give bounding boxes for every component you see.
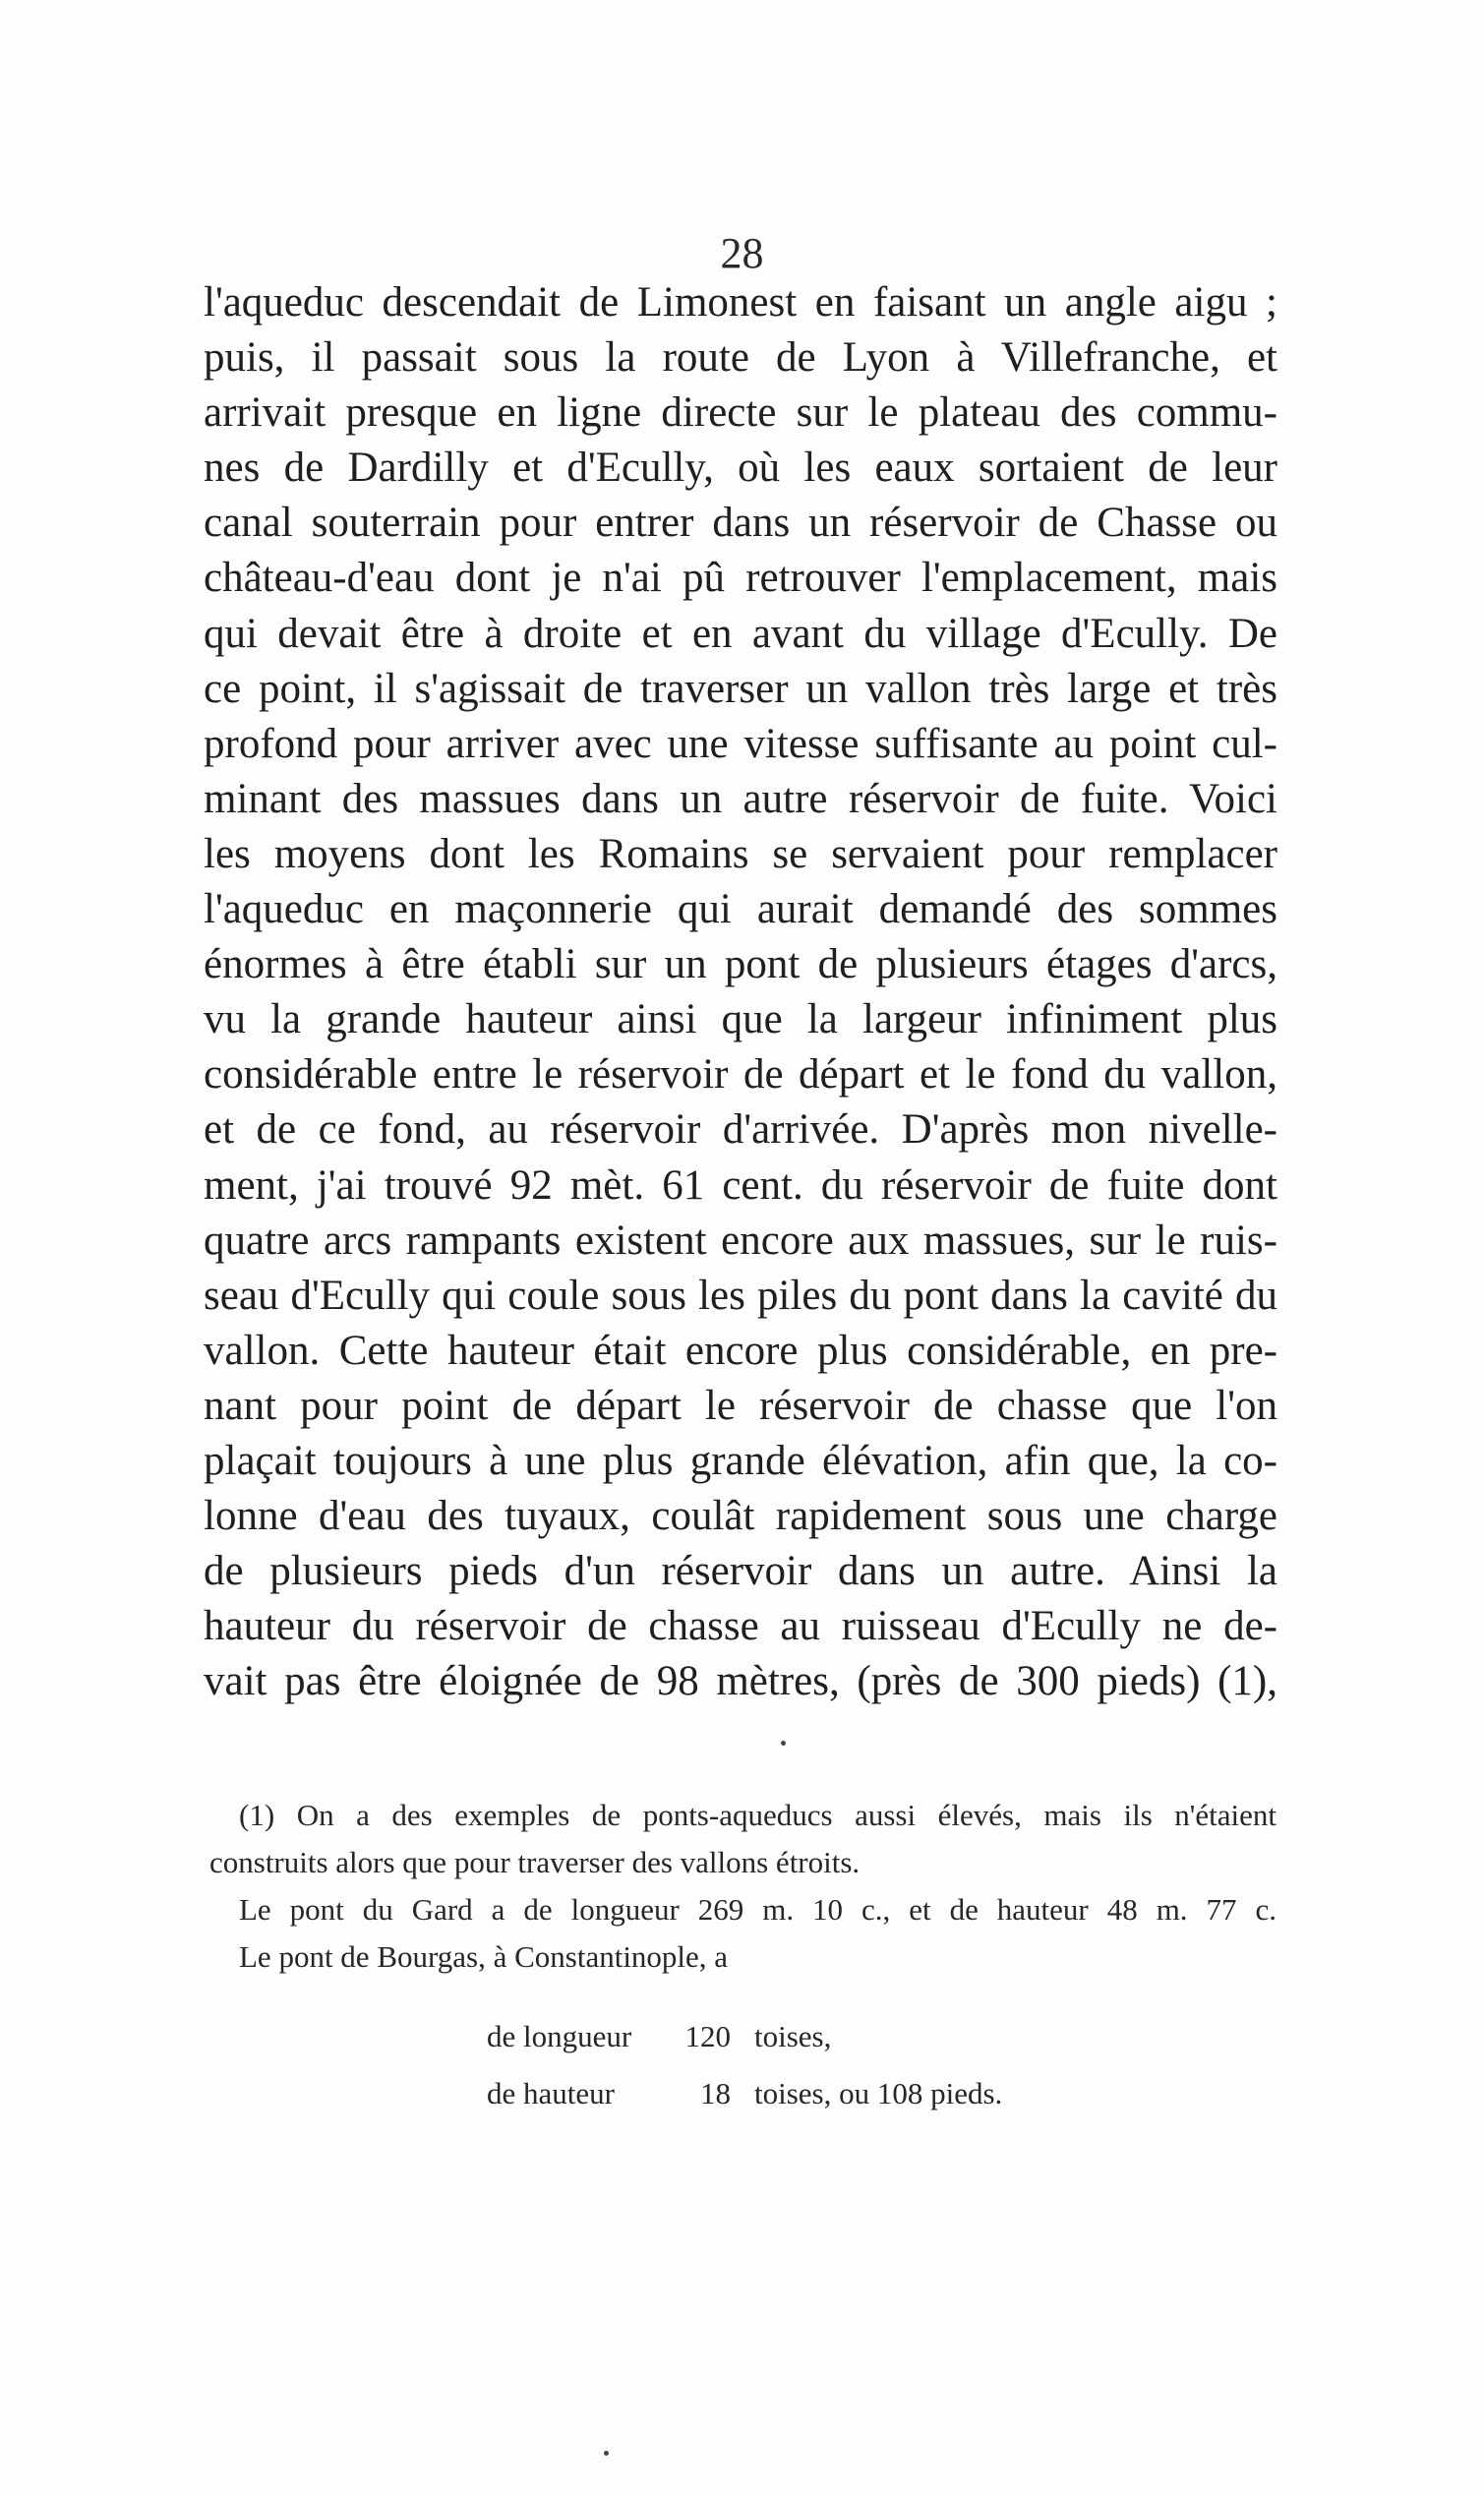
footnote xyxy=(209,1792,1276,2122)
text-line: hauteur du réservoir de chasse au ruisseau d'Ecully ne de- xyxy=(204,1603,1277,1650)
footnote-line: Le pont de Bourgas, à Constantinople, a xyxy=(239,1939,729,1974)
text-line: énormes à être établi sur un pont de plusieurs étages d'arcs, xyxy=(204,941,1277,988)
footnote-line: (1) On a des exemples de ponts-aqueducs aussi élevés, mais ils n'étaient xyxy=(239,1798,1276,1832)
text-line: vait pas être éloignée de 98 mètres, (près de 300 pieds) (1), xyxy=(204,1658,1277,1705)
page-number: 28 xyxy=(720,229,764,277)
text-line: les moyens dont les Romains se servaient pour remplacer xyxy=(204,830,1277,877)
text-line: nant pour point de départ le réservoir de chasse que l'on xyxy=(204,1382,1277,1429)
measure-label: de longueur xyxy=(487,2019,632,2053)
text-line: l'aqueduc descendait de Limonest en faisant un angle aigu ; xyxy=(204,279,1277,326)
text-line: de plusieurs pieds d'un réservoir dans un autre. Ainsi la xyxy=(204,1548,1277,1595)
text-line: et de ce fond, au réservoir d'arrivée. D'après mon nivelle- xyxy=(204,1106,1277,1154)
ink-speck xyxy=(781,1741,786,1746)
measure-row xyxy=(487,2065,1276,2122)
text-line: ment, j'ai trouvé 92 mèt. 61 cent. du réservoir de fuite dont xyxy=(204,1161,1277,1209)
text-line: nes de Dardilly et d'Ecully, où les eaux sortaient de leur xyxy=(204,445,1277,492)
text-line: considérable entre le réservoir de départ et le fond du vallon, xyxy=(204,1051,1277,1099)
measure-label: de hauteur xyxy=(487,2076,615,2110)
measure-value: 18 xyxy=(700,2076,731,2110)
footnote-line: construits alors que pour traverser des vallons étroits. xyxy=(209,1845,861,1879)
measure-unit: toises, ou 108 pieds. xyxy=(754,2076,1003,2110)
text-line: lonne d'eau des tuyaux, coulât rapidement sous une charge xyxy=(204,1493,1277,1540)
text-line: plaçait toujours à une plus grande élévation, afin que, la co- xyxy=(204,1437,1277,1484)
text-line: vu la grande hauteur ainsi que la largeur infiniment plus xyxy=(204,996,1277,1043)
text-line: vallon. Cette hauteur était encore plus considérable, en pre- xyxy=(204,1327,1277,1374)
measure-row xyxy=(487,2008,1276,2065)
ink-speck xyxy=(604,2451,609,2456)
text-line: minant des massues dans un autre réservoir de fuite. Voici xyxy=(204,775,1277,822)
measure-value: 120 xyxy=(684,2019,731,2053)
text-line: arrivait presque en ligne directe sur le plateau des commu- xyxy=(204,389,1277,437)
text-line: canal souterrain pour entrer dans un réservoir de Chasse ou xyxy=(204,500,1277,547)
body-text xyxy=(204,275,1277,1709)
text-line: ce point, il s'agissait de traverser un vallon très large et très xyxy=(204,665,1277,712)
measure-unit: toises, xyxy=(754,2019,832,2053)
text-line: seau d'Ecully qui coule sous les piles du pont dans la cavité du xyxy=(204,1272,1277,1319)
text-line: profond pour arriver avec une vitesse suffisante au point cul- xyxy=(204,720,1277,767)
text-line: puis, il passait sous la route de Lyon à Villefranche, et xyxy=(204,334,1277,382)
text-line: l'aqueduc en maçonnerie qui aurait demandé des sommes xyxy=(204,886,1277,933)
footnote-line: Le pont du Gard a de longueur 269 m. 10 c., et de hauteur 48 m. 77 c. xyxy=(239,1892,1276,1927)
text-line: château-d'eau dont je n'ai pû retrouver l'emplacement, mais xyxy=(204,555,1277,602)
text-line: qui devait être à droite et en avant du village d'Ecully. De xyxy=(204,610,1277,657)
text-line: quatre arcs rampants existent encore aux massues, sur le ruis- xyxy=(204,1217,1277,1264)
